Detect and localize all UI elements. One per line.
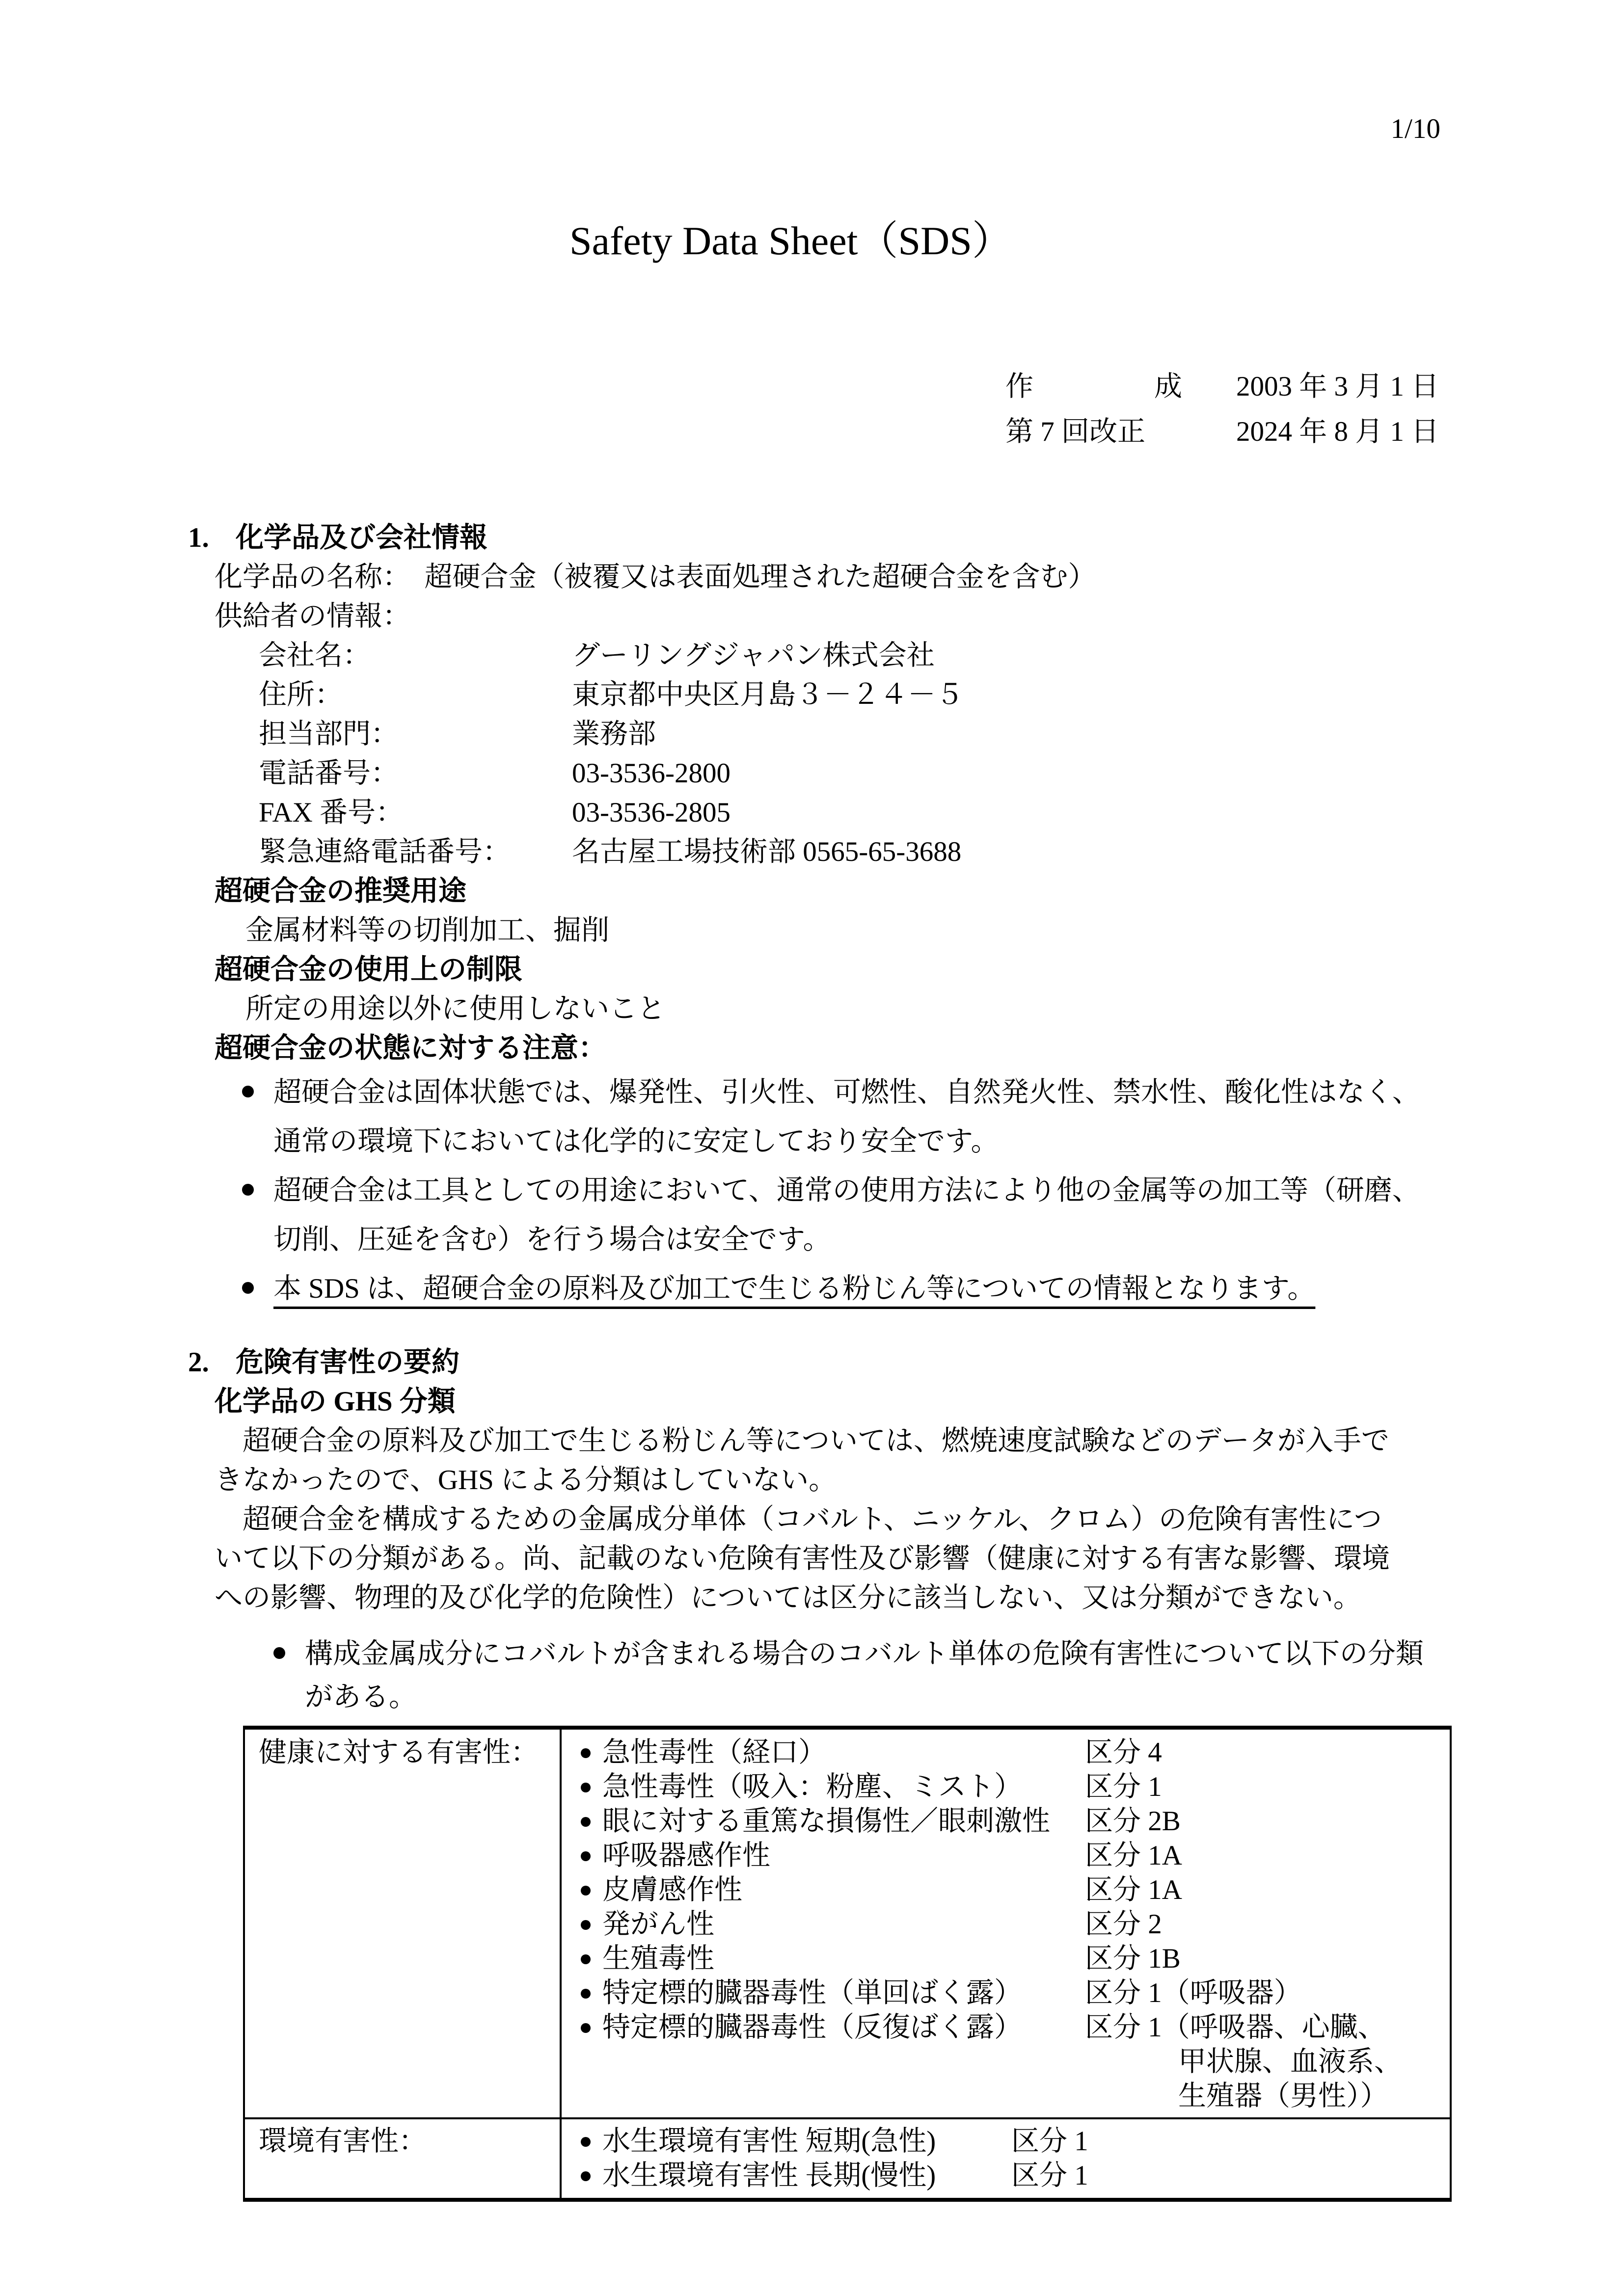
note-line-underlined: 本 SDS は、超硬合金の原料及び加工で生じる粉じん等についての情報となります。 bbox=[273, 1273, 1316, 1304]
table-item bbox=[562, 2010, 1450, 2045]
bullet-icon bbox=[581, 1817, 591, 1827]
note-line: がある。 bbox=[305, 1682, 417, 1712]
hazard-category: 区分 1 bbox=[1011, 2160, 1088, 2191]
bullet-icon bbox=[581, 2023, 591, 2033]
revised-date: 2024 年 8 月 1 日 bbox=[1236, 416, 1439, 447]
hazard-category: 区分 1A bbox=[1085, 1874, 1182, 1905]
environment-hazard-items bbox=[562, 2119, 1450, 2198]
hazard-label: 呼吸器感作性 bbox=[602, 1840, 770, 1871]
restriction-text: 所定の用途以外に使用しないこと bbox=[245, 993, 665, 1024]
state-note-item-3-text bbox=[273, 1264, 1623, 1313]
health-hazard-header: 健康に対する有害性： bbox=[245, 1730, 562, 2117]
hazard-label: 急性毒性（経口） bbox=[602, 1737, 826, 1768]
company-value: グーリングジャパン株式会社 bbox=[572, 640, 935, 671]
paragraph-line: 超硬合金の原料及び加工で生じる粉じん等については、燃焼速度試験などのデータが入手で bbox=[215, 1425, 1389, 1456]
state-note-item-2 bbox=[0, 1166, 1623, 1264]
table-item bbox=[562, 1804, 1450, 1839]
bullet-icon bbox=[581, 1783, 591, 1792]
document-title: Safety Data Sheet（SDS） bbox=[569, 218, 1012, 263]
bullet-icon bbox=[242, 1184, 254, 1196]
revised-label: 第 7 回改正 bbox=[1005, 416, 1145, 447]
created-label-char1: 作 bbox=[1005, 371, 1033, 402]
table-item bbox=[562, 1770, 1450, 1804]
paragraph-line: への影響、物理的及び化学的危険性）については区分に該当しない、又は分類ができない。 bbox=[215, 1582, 1361, 1613]
paragraph-line: 超硬合金を構成するための金属成分単体（コバルト、ニッケル、クロム）の危険有害性につ bbox=[215, 1504, 1382, 1535]
table-item bbox=[562, 2159, 1450, 2193]
bullet-icon bbox=[581, 1886, 591, 1896]
paragraph-line: きなかったので、GHS による分類はしていない。 bbox=[215, 1465, 837, 1495]
emergency-phone-value: 名古屋工場技術部 0565-65-3688 bbox=[572, 836, 962, 867]
company-label: 会社名： bbox=[259, 640, 371, 671]
table-row-health bbox=[245, 1730, 1450, 2117]
bullet-icon bbox=[273, 1647, 285, 1659]
state-note-item-1-text bbox=[273, 1068, 1623, 1166]
info-row-fax bbox=[0, 793, 1623, 832]
address-value: 東京都中央区月島３－２４－５ bbox=[572, 679, 964, 710]
bullet-icon bbox=[242, 1086, 254, 1097]
created-label-char2: 成 bbox=[1154, 371, 1182, 402]
section2-number: 2. bbox=[188, 1347, 209, 1378]
hazard-category: 区分 1B bbox=[1085, 1943, 1181, 1974]
hazard-category: 区分 1 bbox=[1011, 2126, 1088, 2157]
note-line: 切削、圧延を含む）を行う場合は安全です。 bbox=[273, 1224, 831, 1255]
recommended-use-text: 金属材料等の切削加工、掘削 bbox=[245, 915, 609, 946]
info-row-company bbox=[0, 636, 1623, 675]
hazard-label: 生殖毒性 bbox=[602, 1943, 714, 1974]
table-row-environment bbox=[245, 2117, 1450, 2198]
cobalt-note-text bbox=[305, 1632, 1623, 1719]
note-line: 超硬合金は工具としての用途において、通常の使用方法により他の金属等の加工等（研磨、 bbox=[273, 1175, 1420, 1206]
created-date: 2003 年 3 月 1 日 bbox=[1236, 371, 1439, 402]
ghs-paragraph-1 bbox=[0, 1421, 1623, 1500]
table-item bbox=[562, 1873, 1450, 1907]
hazard-label: 皮膚感作性 bbox=[602, 1874, 742, 1905]
supplier-heading: 供給者の情報： bbox=[215, 601, 410, 632]
emergency-phone-label: 緊急連絡電話番号： bbox=[259, 836, 511, 867]
bullet-icon bbox=[581, 1954, 591, 1964]
section2-heading-text: 危険有害性の要約 bbox=[236, 1347, 460, 1378]
table-item bbox=[562, 1907, 1450, 1942]
hazard-category: 区分 1（呼吸器） bbox=[1085, 1977, 1302, 2008]
state-note-item-3 bbox=[0, 1264, 1623, 1313]
state-note-item-2-text bbox=[273, 1166, 1623, 1264]
product-name-line: 化学品の名称： 超硬合金（被覆又は表面処理された超硬合金を含む） bbox=[215, 561, 1096, 592]
info-row-phone bbox=[0, 754, 1623, 793]
fax-value: 03-3536-2805 bbox=[572, 797, 730, 828]
department-value: 業務部 bbox=[572, 719, 656, 749]
recommended-use-heading: 超硬合金の推奨用途 bbox=[215, 876, 466, 907]
hazard-category: 区分 4 bbox=[1085, 1737, 1162, 1768]
paragraph-line: いて以下の分類がある。尚、記載のない危険有害性及び影響（健康に対する有害な影響、環境 bbox=[215, 1543, 1390, 1574]
fax-label: FAX 番号： bbox=[259, 797, 404, 828]
hazard-label: 発がん性 bbox=[602, 1909, 714, 1940]
hazard-label: 水生環境有害性 長期(慢性) bbox=[602, 2160, 936, 2191]
note-line: 超硬合金は固体状態では、爆発性、引火性、可燃性、自然発火性、禁水性、酸化性はなく、 bbox=[273, 1077, 1420, 1108]
info-row-address bbox=[0, 675, 1623, 715]
section1-number: 1. bbox=[188, 522, 209, 553]
table-item bbox=[562, 1735, 1450, 1770]
bullet-icon bbox=[581, 1851, 591, 1861]
table-item bbox=[562, 1839, 1450, 1873]
hazard-label: 特定標的臓器毒性（単回ばく露） bbox=[602, 1977, 1022, 2008]
hazard-label: 水生環境有害性 短期(急性) bbox=[602, 2126, 936, 2157]
info-row-emergency-phone bbox=[0, 832, 1623, 872]
ghs-paragraph-2 bbox=[0, 1500, 1623, 1618]
note-line: 構成金属成分にコバルトが含まれる場合のコバルト単体の危険有害性について以下の分類 bbox=[305, 1638, 1424, 1669]
page-number: 1/10 bbox=[1390, 113, 1440, 144]
cobalt-note bbox=[0, 1632, 1623, 1719]
table-item bbox=[562, 1976, 1450, 2010]
ghs-classification-table bbox=[243, 1726, 1452, 2202]
hazard-label: 眼に対する重篤な損傷性／眼刺激性 bbox=[602, 1806, 1050, 1837]
section2-heading bbox=[0, 1343, 1623, 1382]
hazard-category: 区分 1A bbox=[1085, 1840, 1182, 1871]
hazard-category: 区分 1（呼吸器、心臓、 bbox=[1085, 2012, 1386, 2043]
hazard-category: 区分 1 bbox=[1085, 1771, 1162, 1802]
bullet-icon bbox=[581, 1748, 591, 1758]
table-item bbox=[562, 2124, 1450, 2159]
revision-block bbox=[1005, 364, 1439, 454]
state-note-item-1 bbox=[0, 1068, 1623, 1166]
health-hazard-items bbox=[562, 1730, 1450, 2117]
hazard-label: 特定標的臓器毒性（反復ばく露） bbox=[602, 2012, 1022, 2043]
hazard-category: 区分 2B bbox=[1085, 1806, 1181, 1837]
phone-value: 03-3536-2800 bbox=[572, 758, 730, 789]
ghs-classification-heading: 化学品の GHS 分類 bbox=[215, 1386, 456, 1417]
revised-date-row bbox=[1005, 409, 1439, 454]
bullet-icon bbox=[581, 2137, 591, 2147]
hazard-category-continuation: 生殖器（男性）） bbox=[1178, 2081, 1388, 2111]
bullet-icon bbox=[581, 1989, 591, 1999]
note-line: 通常の環境下においては化学的に安定しており安全です。 bbox=[273, 1126, 999, 1157]
address-label: 住所： bbox=[259, 679, 343, 710]
table-item bbox=[562, 1942, 1450, 1976]
document-body bbox=[0, 518, 1623, 2202]
info-row-department bbox=[0, 715, 1623, 754]
bullet-icon bbox=[581, 1920, 591, 1930]
restriction-heading: 超硬合金の使用上の制限 bbox=[215, 954, 522, 985]
hazard-label: 急性毒性（吸入：粉塵、ミスト） bbox=[602, 1771, 1022, 1802]
bullet-icon bbox=[581, 2171, 591, 2181]
section1-heading-text: 化学品及び会社情報 bbox=[236, 522, 487, 553]
environment-hazard-header: 環境有害性： bbox=[245, 2119, 562, 2198]
phone-label: 電話番号： bbox=[259, 758, 399, 789]
section1-heading bbox=[0, 518, 1623, 558]
state-note-heading: 超硬合金の状態に対する注意： bbox=[215, 1033, 606, 1064]
bullet-icon bbox=[242, 1282, 254, 1294]
hazard-category-continuation: 甲状腺、血液系、 bbox=[1178, 2046, 1402, 2077]
department-label: 担当部門： bbox=[259, 719, 399, 749]
hazard-category: 区分 2 bbox=[1085, 1909, 1162, 1940]
created-date-row bbox=[1005, 364, 1439, 409]
created-label bbox=[1005, 364, 1182, 409]
